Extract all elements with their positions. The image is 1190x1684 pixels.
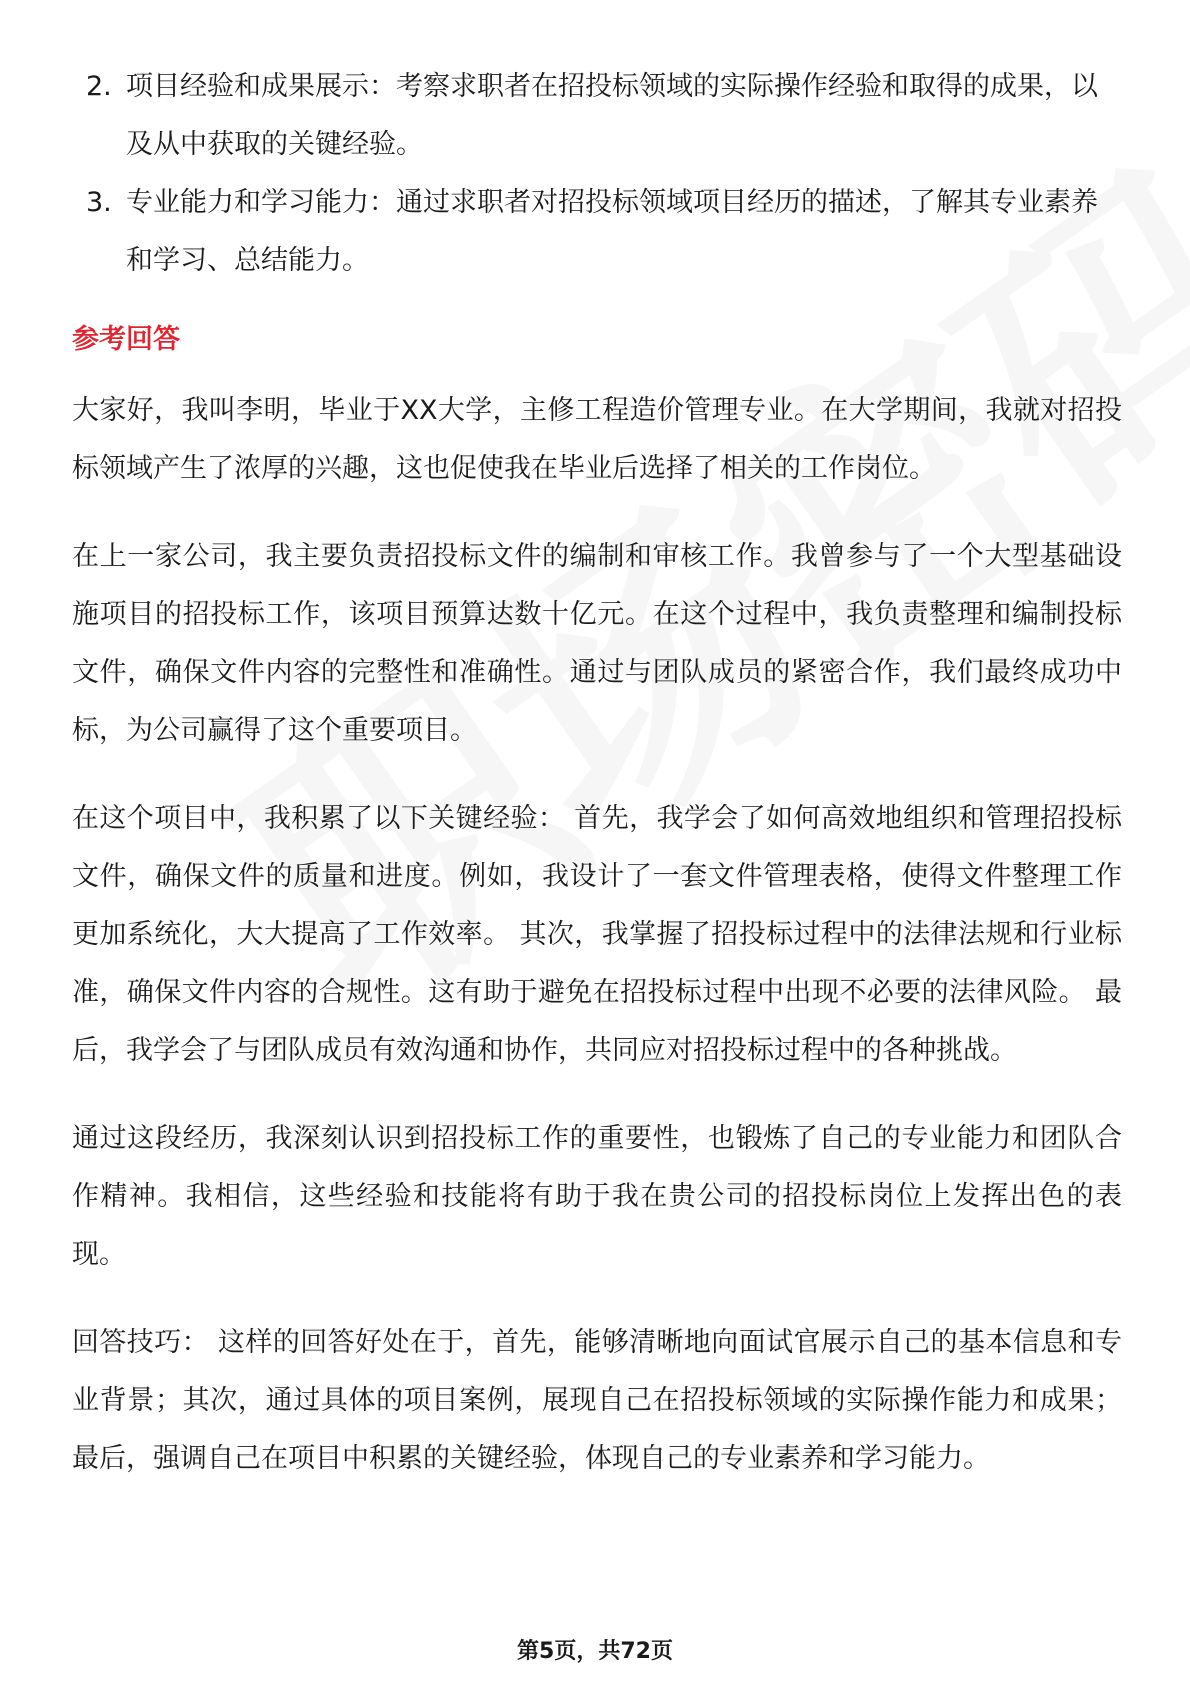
page-footer: 第5页，共72页 [517, 1639, 673, 1664]
paragraph: 通过这段经历，我深刻认识到招投标工作的重要性，也锻炼了自己的专业能力和团队合作精神。我相信，这些经验和技能将有助于我在贵公司的招投标岗位上发挥出色的表现。 [72, 1123, 1122, 1270]
numbered-list [72, 58, 1122, 290]
list-item [72, 58, 1122, 174]
section-title: 参考回答 [72, 324, 180, 355]
list-item [72, 174, 1122, 290]
list-item-number: 2. [86, 71, 112, 102]
paragraph: 在这个项目中，我积累了以下关键经验： 首先，我学会了如何高效地组织和管理招投标文件，确保文件的质量和进度。例如，我设计了一套文件管理表格，使得文件整理工作更加系统化，大大提高了工作效率。 其次，我掌握了招投标过程中的法律法规和行业标准，确保文件内容的合规性。这有助于避免在招投标过程中出现不必要的法律风险。 最后，我学会了与团队成员有效沟通和协作，共同应对招投标过程中的各种挑战。 [72, 803, 1122, 1066]
list-item-number: 3. [86, 187, 112, 218]
paragraph: 回答技巧： 这样的回答好处在于，首先，能够清晰地向面试官展示自己的基本信息和专业背景；其次，通过具体的项目案例，展现自己在招投标领域的实际操作能力和成果；最后，强调自己在项目中积累的关键经验，体现自己的专业素养和学习能力。 [72, 1327, 1122, 1474]
paragraph: 在上一家公司，我主要负责招投标文件的编制和审核工作。我曾参与了一个大型基础设施项目的招投标工作，该项目预算达数十亿元。在这个过程中，我负责整理和编制投标文件，确保文件内容的完整性和准确性。通过与团队成员的紧密合作，我们最终成功中标，为公司赢得了这个重要项目。 [72, 541, 1122, 746]
paragraph: 大家好，我叫李明，毕业于XX大学，主修工程造价管理专业。在大学期间，我就对招投标领域产生了浓厚的兴趣，这也促使我在毕业后选择了相关的工作岗位。 [72, 395, 1122, 484]
list-item-text: 专业能力和学习能力：通过求职者对招投标领域项目经历的描述，了解其专业素养和学习、总结能力。 [126, 187, 1098, 276]
list-item-text: 项目经验和成果展示：考察求职者在招投标领域的实际操作经验和取得的成果，以及从中获取的关键经验。 [126, 71, 1098, 160]
document-content [72, 58, 1122, 1518]
